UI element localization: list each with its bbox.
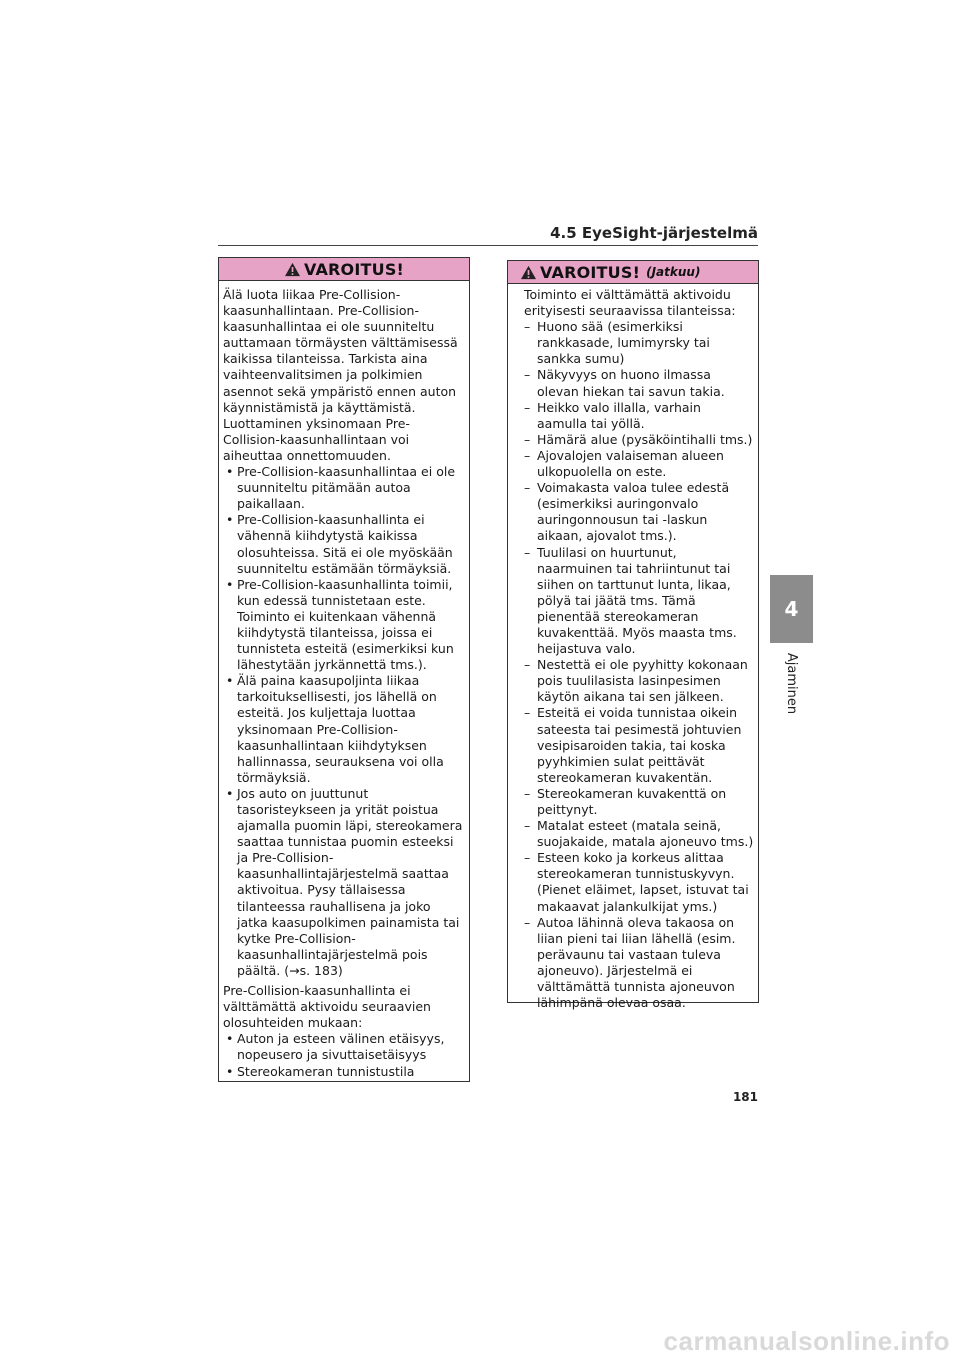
list-item: • Älä paina kaasupoljinta liikaa tarkoituksellisesti, jos lähellä on esteitä. Jos kuljettaja luottaa yksinomaan Pre-Collision-kaasunhallintaan kiihdytyksen hallinnassa, seurauksena voi olla törmäyksiä.: [223, 673, 465, 786]
warning-title: VAROITUS!: [540, 262, 641, 282]
warning-content: [508, 284, 758, 1011]
list-item: • Auton ja esteen välinen etäisyys, nopeusero ja sivuttaisetäisyys: [223, 1031, 465, 1063]
warning-triangle-icon: [520, 265, 537, 280]
dash-list: [524, 319, 754, 1011]
warning-title: VAROITUS!: [303, 259, 405, 279]
list-item: • Pre-Collision-kaasunhallintaa ei ole suunniteltu pitämään autoa paikallaan.: [223, 464, 465, 512]
header-divider: [218, 245, 758, 246]
list-item: – Ajovalojen valaiseman alueen ulkopuolella on este.: [524, 448, 754, 480]
list-item: – Huono sää (esimerkiksi rankkasade, lumimyrsky tai sankka sumu): [524, 319, 754, 367]
chapter-tab[interactable]: [770, 575, 813, 643]
list-item: – Tuulilasi on huurtunut, naarmuinen tai tahriintunut tai siihen on tarttunut lunta, likaa, pölyä tai jäätä tms. Tämä pienentää stereokameran kuvakenttää. Myös maasta tms. heijastuva valo.: [524, 545, 754, 658]
list-item: – Esteen koko ja korkeus alittaa stereokameran tunnistuskyvyn. (Pienet eläimet, lapset, istuvat tai makaavat jalankulkijat yms.): [524, 850, 754, 914]
list-item: – Stereokameran kuvakenttä on peittynyt.: [524, 786, 754, 818]
bullet-list: [223, 1031, 465, 1079]
list-item: – Voimakasta valoa tulee edestä (esimerkiksi auringonvalo auringonnousun tai -laskun aikaan, ajovalot tms.).: [524, 480, 754, 544]
paragraph: Luottaminen yksinomaan Pre-Collision-kaasunhallintaan voi aiheuttaa onnettomuuden.: [223, 415, 410, 463]
list-item: • Pre-Collision-kaasunhallinta ei vähennä kiihdytystä kaikissa olosuhteissa. Sitä ei ole myöskään suunniteltu estämään törmäyksiä.: [223, 512, 465, 576]
bullet-list: [223, 464, 465, 979]
list-item: – Autoa lähinnä oleva takaosa on liian pieni tai liian lähellä (esim. perävaunu tai vastaan tuleva ajoneuvo). Järjestelmä ei välttämättä tunnista ajoneuvon lähimpänä olevaa osaa.: [524, 915, 754, 1012]
chapter-label: [770, 648, 813, 718]
warning-continued-label: (Jatkuu): [646, 265, 701, 279]
warning-content: [219, 281, 469, 1080]
paragraph: Pre-Collision-kaasunhallinta ei välttämättä aktivoidu seuraavien olosuhteiden mukaan:: [223, 983, 431, 1031]
list-item: • Stereokameran tunnistustila: [223, 1064, 465, 1080]
list-item: – Matalat esteet (matala seinä, suojakaide, matala ajoneuvo tms.): [524, 818, 754, 850]
watermark: [578, 1326, 950, 1356]
list-item: – Esteitä ei voida tunnistaa oikein sateesta tai pesimestä johtuvien vesipisaroiden takia, tai koska pyyhkimien sulat peittävät stereokameran kuvakentän.: [524, 705, 754, 785]
chapter-number: 4: [784, 597, 799, 621]
warning-triangle-icon: [284, 262, 301, 277]
chapter-label-text: Ajaminen: [784, 652, 800, 714]
paragraph: Älä luota liikaa Pre-Collision-kaasunhallintaan. Pre-Collision-kaasunhallintaa ei ole suunniteltu auttamaan törmäysten välttämisessä kaikissa tilanteissa. Tarkista aina vaihteenvalitsimen ja polkimien asennot sekä ympäristö ennen auton käynnistämistä ja käyttämistä.: [223, 287, 458, 415]
paragraph: Toiminto ei välttämättä aktivoidu erityisesti seuraavissa tilanteissa:: [524, 287, 736, 319]
warning-box-left: [218, 257, 470, 1082]
warning-header: [508, 261, 758, 284]
page-number: 181: [732, 1090, 758, 1104]
list-item: – Nestettä ei ole pyyhitty kokonaan pois tuulilasista lasinpesimen käytön aikana tai sen jälkeen.: [524, 657, 754, 705]
list-item: – Näkyvyys on huono ilmassa olevan hiekan tai savun takia.: [524, 367, 754, 399]
watermark-text: carmanualsonline.info: [663, 1326, 950, 1356]
list-item: – Heikko valo illalla, varhain aamulla tai yöllä.: [524, 400, 754, 432]
list-item: – Hämärä alue (pysäköintihalli tms.): [524, 432, 754, 448]
section-title: 4.5 EyeSight-järjestelmä: [550, 224, 758, 242]
warning-box-right: [507, 260, 759, 1011]
list-item: • Pre-Collision-kaasunhallinta toimii, kun edessä tunnistetaan este. Toiminto ei kuitenkaan vähennä kiihdytystä tilanteissa, joissa ei tunnisteta esteitä (esimerkiksi kun lähestytään jyrkännettä tms.).: [223, 577, 465, 674]
warning-header: [219, 258, 469, 281]
list-item: • Jos auto on juuttunut tasoristeykseen ja yrität poistua ajamalla puomin läpi, stereokamera saattaa tunnistaa puomin esteeksi ja Pre-Collision-kaasunhallintajärjestelmä saattaa aktivoitua. Pysy tällaisessa tilanteessa rauhallisena ja joko jatka kaasupolkimen painamista tai kytke Pre-Collision-kaasunhallintajärjestelmä pois päältä. (→s. 183): [223, 786, 465, 979]
